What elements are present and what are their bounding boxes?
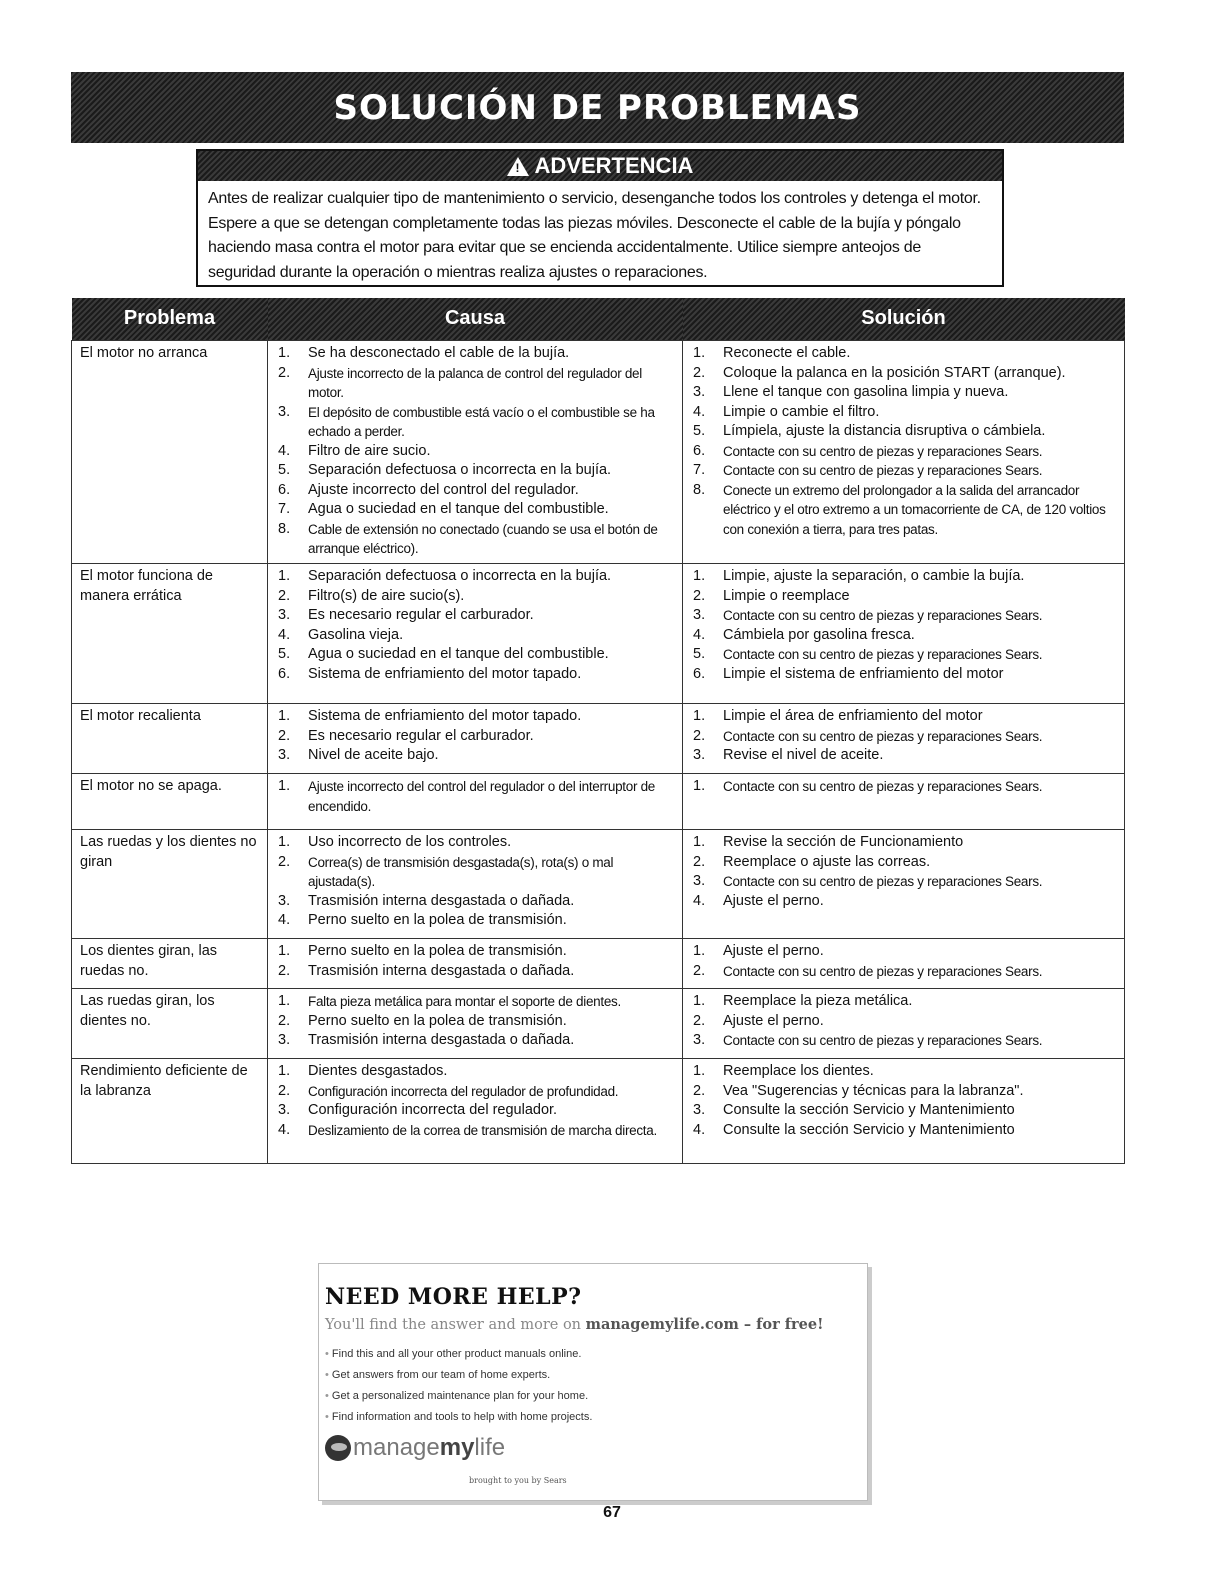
list-item — [691, 461, 1118, 481]
list-item-text: Limpie o cambie el filtro. — [723, 403, 880, 420]
list-item-number: 1. — [278, 993, 291, 1009]
list-item-text: Contacte con su centro de piezas y reparaciones Sears. — [723, 463, 1043, 478]
list-item — [691, 606, 1118, 626]
problem-cell: El motor funciona de manera errática — [72, 564, 268, 704]
list-item-text: Gasolina vieja. — [308, 626, 404, 643]
list-item — [276, 645, 676, 665]
help-bullet: • Find information and tools to help with home projects. — [325, 1407, 592, 1428]
list-item-text: Ajuste el perno. — [723, 892, 824, 909]
cause-list — [276, 833, 676, 931]
list-item — [691, 567, 1118, 587]
solution-list — [691, 567, 1118, 684]
list-item — [276, 942, 676, 962]
header-cause: Causa — [268, 298, 683, 341]
list-item-text: Vea "Sugerencias y técnicas para la labranza". — [723, 1082, 1024, 1099]
list-item-text: Limpie o reemplace — [723, 587, 850, 604]
problem-cell: Los dientes giran, las ruedas no. — [72, 939, 268, 989]
list-item — [691, 746, 1118, 766]
cause-cell — [268, 1059, 683, 1164]
list-item — [276, 1101, 676, 1121]
problem-cell: Las ruedas giran, los dientes no. — [72, 989, 268, 1059]
list-item-text: Cable de extensión no conectado (cuando se usa el botón de arranque eléctrico). — [308, 521, 658, 556]
cause-list — [276, 942, 676, 981]
warning-heading: ADVERTENCIA — [534, 153, 694, 178]
list-item — [691, 665, 1118, 685]
table-row — [72, 774, 1125, 830]
list-item — [691, 645, 1118, 665]
list-item-number: 1. — [278, 345, 291, 361]
table-row — [72, 939, 1125, 989]
list-item — [276, 1031, 676, 1051]
list-item-number: 1. — [693, 993, 706, 1009]
list-item — [276, 344, 676, 364]
list-item-text: Coloque la palanca en la posición START (arranque). — [723, 364, 1066, 381]
list-item-number: 4. — [693, 1121, 706, 1138]
list-item-text: Ajuste incorrecto del control del regulador. — [308, 481, 579, 498]
list-item-number: 2. — [278, 1082, 291, 1099]
list-item-number: 4. — [278, 626, 291, 643]
list-item-text: Sistema de enfriamiento del motor tapado. — [308, 665, 582, 682]
list-item-text: El depósito de combustible está vacío o el combustible se ha echado a perder. — [308, 404, 655, 439]
list-item-text: Configuración incorrecta del regulador. — [308, 1102, 558, 1118]
list-item-text: Límpiela, ajuste la distancia disruptiva o cámbiela. — [723, 423, 1046, 439]
list-item — [691, 872, 1118, 892]
list-item-text: Reemplace la pieza metálica. — [723, 993, 913, 1009]
list-item — [691, 942, 1118, 962]
list-item-number: 2. — [278, 587, 291, 604]
help-bullet: • Get a personalized maintenance plan for your home. — [325, 1386, 592, 1407]
page-title: SOLUCIÓN DE PROBLEMAS — [333, 87, 862, 128]
list-item-number: 6. — [278, 665, 291, 682]
list-item-number: 3. — [278, 747, 291, 763]
list-item — [276, 520, 676, 559]
list-item-number: 2. — [693, 962, 706, 979]
cause-list — [276, 707, 676, 766]
list-item — [276, 853, 676, 892]
list-item — [276, 962, 676, 982]
list-item — [276, 1062, 676, 1082]
list-item-text: Contacte con su centro de piezas y reparaciones Sears. — [723, 874, 1043, 889]
list-item-number: 1. — [278, 834, 291, 850]
list-item-text: Se ha desconectado el cable de la bujía. — [308, 345, 570, 361]
table-header-row — [72, 298, 1125, 341]
solution-cell — [683, 341, 1125, 564]
list-item-text: Perno suelto en la polea de transmisión. — [308, 943, 567, 959]
list-item-number: 8. — [693, 481, 706, 498]
help-bullet: • Get answers from our team of home experts. — [325, 1365, 592, 1386]
list-item-text: Ajuste el perno. — [723, 943, 824, 959]
warning-box — [196, 149, 1004, 287]
list-item-text: Contacte con su centro de piezas y reparaciones Sears. — [723, 728, 1043, 744]
list-item — [276, 707, 676, 727]
list-item-text: Reemplace los dientes. — [723, 1063, 874, 1079]
table-row — [72, 704, 1125, 774]
list-item-text: Cámbiela por gasolina fresca. — [723, 626, 915, 643]
list-item-number: 2. — [693, 587, 706, 604]
list-item-text: Llene el tanque con gasolina limpia y nueva. — [723, 384, 1009, 400]
list-item — [691, 481, 1118, 540]
list-item-text: Falta pieza metálica para montar el soporte de dientes. — [308, 994, 621, 1009]
table-row — [72, 1059, 1125, 1164]
list-item-text: Reconecte el cable. — [723, 345, 851, 361]
list-item-text: Es necesario regular el carburador. — [308, 727, 534, 744]
list-item-number: 3. — [693, 384, 706, 400]
list-item-text: Separación defectuosa o incorrecta en la bujía. — [308, 462, 612, 478]
cause-cell — [268, 989, 683, 1059]
list-item — [276, 892, 676, 912]
list-item-number: 3. — [693, 873, 706, 889]
problem-cell: El motor recalienta — [72, 704, 268, 774]
brought-by-sears: brought to you by Sears — [469, 1476, 567, 1485]
solution-cell — [683, 564, 1125, 704]
cause-cell — [268, 939, 683, 989]
list-item — [691, 962, 1118, 982]
list-item-number: 2. — [693, 853, 706, 870]
list-item-text: Reemplace o ajuste las correas. — [723, 853, 931, 870]
solution-list — [691, 942, 1118, 981]
problem-cell: El motor no se apaga. — [72, 774, 268, 830]
list-item-text: Conecte un extremo del prolongador a la salida del arrancador eléctrico y el otro extremo a un tomacorriente de CA, de 120 voltios con conexión a tierra, para tres patas. — [723, 482, 1106, 537]
list-item-text: Consulte la sección Servicio y Mantenimiento — [723, 1102, 1015, 1118]
list-item-text: Trasmisión interna desgastada o dañada. — [308, 1032, 575, 1048]
list-item-number: 2. — [693, 364, 706, 381]
problem-cell: El motor no arranca — [72, 341, 268, 564]
cause-list — [276, 567, 676, 684]
troubleshooting-table — [71, 298, 1125, 1164]
list-item-text: Limpie el área de enfriamiento del motor — [723, 708, 983, 724]
list-item-text: Filtro de aire sucio. — [308, 442, 431, 459]
cause-cell — [268, 341, 683, 564]
list-item-number: 2. — [278, 1012, 291, 1029]
list-item-text: Ajuste el perno. — [723, 1012, 824, 1029]
list-item-text: Revise la sección de Funcionamiento — [723, 834, 964, 850]
list-item-number: 3. — [693, 607, 706, 623]
list-item-text: Trasmisión interna desgastada o dañada. — [308, 892, 575, 909]
list-item — [691, 707, 1118, 727]
list-item — [691, 727, 1118, 747]
list-item — [691, 992, 1118, 1012]
list-item-number: 1. — [693, 345, 706, 361]
table-row — [72, 341, 1125, 564]
list-item — [276, 606, 676, 626]
list-item-text: Contacte con su centro de piezas y reparaciones Sears. — [723, 647, 1043, 662]
list-item — [276, 665, 676, 685]
list-item-number: 6. — [693, 442, 706, 459]
table-row — [72, 564, 1125, 704]
list-item — [276, 1082, 676, 1102]
header-solution: Solución — [683, 298, 1125, 341]
solution-list — [691, 833, 1118, 911]
table-row — [72, 989, 1125, 1059]
solution-list — [691, 1062, 1118, 1140]
list-item-text: Limpie el sistema de enfriamiento del motor — [723, 665, 1004, 682]
list-item-text: Dientes desgastados. — [308, 1063, 448, 1079]
list-item-text: Uso incorrecto de los controles. — [308, 834, 512, 850]
list-item-number: 2. — [693, 1012, 706, 1029]
cause-list — [276, 992, 676, 1051]
page-title-bar — [71, 72, 1124, 143]
list-item-number: 1. — [278, 943, 291, 959]
help-link[interactable]: managemylife.com — [585, 1316, 739, 1333]
solution-cell — [683, 704, 1125, 774]
list-item — [691, 587, 1118, 607]
list-item-number: 1. — [278, 1063, 291, 1079]
list-item-text: Perno suelto en la polea de transmisión. — [308, 1012, 567, 1029]
list-item-number: 5. — [693, 646, 706, 662]
list-item — [276, 911, 676, 931]
list-item-number: 4. — [278, 912, 291, 928]
cause-list — [276, 777, 676, 816]
list-item — [691, 383, 1118, 403]
cause-cell — [268, 564, 683, 704]
list-item-text: Contacte con su centro de piezas y reparaciones Sears. — [723, 443, 1043, 459]
list-item — [276, 364, 676, 403]
list-item-number: 2. — [278, 853, 291, 870]
list-item-text: Deslizamiento de la correa de transmisión de marcha directa. — [308, 1122, 657, 1138]
list-item — [691, 1031, 1118, 1051]
list-item-text: Es necesario regular el carburador. — [308, 607, 534, 623]
list-item-number: 3. — [278, 1032, 291, 1048]
solution-list — [691, 344, 1118, 539]
list-item — [691, 626, 1118, 646]
list-item-number: 2. — [278, 727, 291, 744]
list-item-number: 1. — [278, 568, 291, 584]
cause-cell — [268, 704, 683, 774]
list-item-text: Nivel de aceite bajo. — [308, 747, 439, 763]
list-item-text: Separación defectuosa o incorrecta en la bujía. — [308, 568, 612, 584]
list-item — [276, 500, 676, 520]
list-item-text: Revise el nivel de aceite. — [723, 747, 884, 763]
list-item — [276, 833, 676, 853]
list-item-number: 1. — [278, 708, 291, 724]
list-item — [276, 567, 676, 587]
list-item-number: 3. — [278, 1102, 291, 1118]
list-item-number: 6. — [693, 665, 706, 682]
list-item-text: Contacte con su centro de piezas y reparaciones Sears. — [723, 779, 1043, 794]
help-sub-prefix: You'll find the answer and more on — [325, 1317, 586, 1333]
list-item — [691, 364, 1118, 384]
list-item — [276, 1012, 676, 1032]
list-item-text: Contacte con su centro de piezas y reparaciones Sears. — [723, 963, 1043, 979]
list-item-text: Perno suelto en la polea de transmisión. — [308, 912, 567, 928]
list-item-number: 2. — [278, 364, 291, 381]
table-row — [72, 830, 1125, 939]
list-item-number: 3. — [278, 607, 291, 623]
page-number: 67 — [603, 1504, 621, 1521]
list-item-number: 7. — [693, 462, 706, 478]
list-item — [276, 626, 676, 646]
list-item — [691, 833, 1118, 853]
list-item-number: 1. — [693, 568, 706, 584]
list-item-number: 4. — [693, 892, 706, 909]
list-item-number: 6. — [278, 481, 291, 498]
list-item-number: 4. — [693, 626, 706, 643]
list-item — [276, 481, 676, 501]
list-item — [276, 992, 676, 1012]
list-item-text: Limpie, ajuste la separación, o cambie la bujía. — [723, 568, 1025, 584]
list-item-number: 5. — [278, 646, 291, 662]
list-item — [691, 892, 1118, 912]
warning-text: Antes de realizar cualquier tipo de mantenimiento o servicio, desenganche todos los controles y detenga el motor. Espere a que se detengan completamente todas las piezas móviles. Desconecte el cable de la bujía y póngalo haciendo masa contra el motor para evitar que se encienda accidentalmente. Utilice siempre anteojos de seguridad durante la operación o mientras realiza ajustes o reparaciones. — [208, 190, 981, 281]
list-item-number: 4. — [278, 1121, 291, 1138]
list-item — [691, 1082, 1118, 1102]
problem-cell: Rendimiento deficiente de la labranza — [72, 1059, 268, 1164]
list-item-number: 3. — [693, 1032, 706, 1048]
list-item-number: 3. — [693, 747, 706, 763]
warning-triangle-icon: ! — [507, 157, 529, 176]
help-sub-suffix: – for free! — [738, 1316, 824, 1333]
list-item-text: Trasmisión interna desgastada o dañada. — [308, 962, 575, 979]
solution-list — [691, 777, 1118, 797]
list-item — [691, 442, 1118, 462]
list-item-number: 1. — [693, 834, 706, 850]
solution-cell — [683, 989, 1125, 1059]
list-item-number: 1. — [278, 778, 291, 794]
list-item-number: 1. — [693, 943, 706, 959]
list-item-number: 8. — [278, 520, 291, 537]
list-item — [276, 442, 676, 462]
list-item-number: 5. — [693, 423, 706, 439]
list-item-text: Consulte la sección Servicio y Mantenimiento — [723, 1121, 1015, 1138]
list-item-number: 3. — [278, 403, 291, 420]
help-subtitle — [325, 1316, 823, 1333]
list-item — [276, 777, 676, 816]
list-item-number: 2. — [693, 727, 706, 744]
help-bullets — [325, 1344, 592, 1428]
solution-list — [691, 707, 1118, 766]
solution-cell — [683, 830, 1125, 939]
solution-list — [691, 992, 1118, 1051]
list-item-text: Ajuste incorrecto de la palanca de control del regulador del motor. — [308, 365, 642, 400]
list-item-text: Filtro(s) de aire sucio(s). — [308, 587, 465, 604]
list-item-number: 4. — [278, 442, 291, 459]
list-item-number: 2. — [278, 962, 291, 979]
list-item-number: 3. — [278, 892, 291, 909]
list-item-text: Correa(s) de transmisión desgastada(s), rota(s) o mal ajustada(s). — [308, 854, 614, 889]
list-item-text: Ajuste incorrecto del control del regulador o del interruptor de encendido. — [308, 779, 656, 814]
solution-cell — [683, 1059, 1125, 1164]
need-more-help-box — [318, 1263, 868, 1501]
list-item-text: Contacte con su centro de piezas y reparaciones Sears. — [723, 1033, 1043, 1048]
list-item — [691, 853, 1118, 873]
solution-cell — [683, 774, 1125, 830]
list-item-number: 5. — [278, 462, 291, 478]
cause-cell — [268, 774, 683, 830]
list-item — [276, 727, 676, 747]
list-item — [276, 587, 676, 607]
list-item-number: 4. — [693, 403, 706, 420]
list-item — [276, 461, 676, 481]
list-item — [691, 1121, 1118, 1141]
list-item — [691, 422, 1118, 442]
list-item-text: Sistema de enfriamiento del motor tapado. — [308, 708, 582, 724]
help-heading: NEED MORE HELP? — [325, 1284, 582, 1310]
list-item-number: 1. — [693, 778, 706, 794]
solution-cell — [683, 939, 1125, 989]
list-item-text: Agua o suciedad en el tanque del combustible. — [308, 646, 609, 662]
list-item-number: 3. — [693, 1102, 706, 1118]
list-item — [691, 403, 1118, 423]
list-item — [691, 777, 1118, 797]
problem-cell: Las ruedas y los dientes no giran — [72, 830, 268, 939]
list-item-text: Contacte con su centro de piezas y reparaciones Sears. — [723, 608, 1043, 623]
list-item — [276, 1121, 676, 1141]
help-bullet: • Find this and all your other product manuals online. — [325, 1344, 592, 1365]
warning-header — [198, 151, 1002, 181]
managemylife-logo-icon — [325, 1435, 351, 1461]
cause-list — [276, 344, 676, 559]
list-item-text: Agua o suciedad en el tanque del combustible. — [308, 501, 609, 517]
list-item — [276, 746, 676, 766]
list-item — [691, 344, 1118, 364]
list-item-number: 1. — [693, 1063, 706, 1079]
cause-cell — [268, 830, 683, 939]
list-item-number: 7. — [278, 501, 291, 517]
list-item — [276, 403, 676, 442]
list-item-text: Configuración incorrecta del regulador de profundidad. — [308, 1083, 619, 1099]
list-item — [691, 1062, 1118, 1082]
managemylife-logo — [325, 1434, 505, 1462]
list-item — [691, 1101, 1118, 1121]
header-problem: Problema — [72, 298, 268, 341]
list-item-number: 2. — [693, 1082, 706, 1099]
list-item — [691, 1012, 1118, 1032]
cause-list — [276, 1062, 676, 1140]
list-item-number: 1. — [693, 708, 706, 724]
logo-text: managemylife — [353, 1434, 506, 1461]
